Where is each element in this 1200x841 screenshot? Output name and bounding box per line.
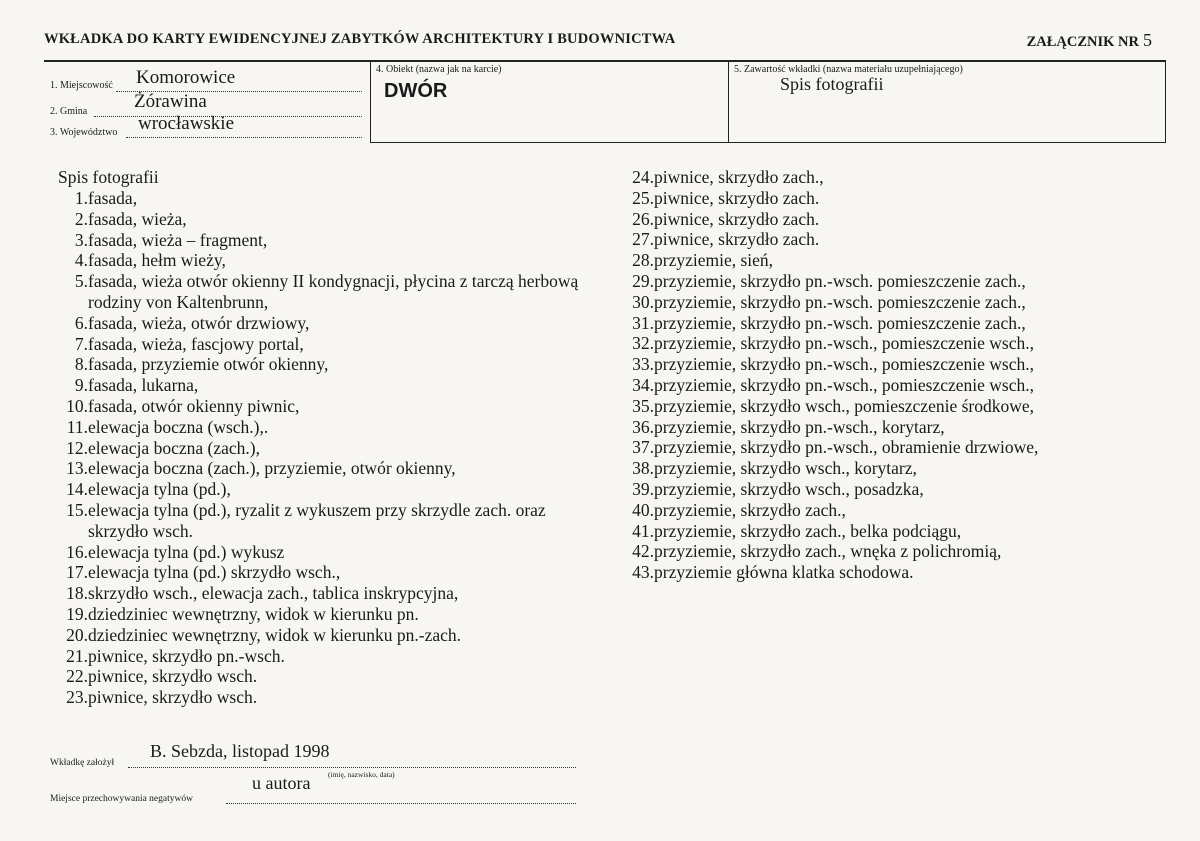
photo-number: 34. [632,374,654,395]
zalozyl-label: Wkładkę założył [50,758,115,768]
form-divider-1 [370,61,371,143]
photo-description: piwnice, skrzydło wsch. [88,666,258,687]
photo-list-item [620,209,1180,230]
gmina-label: 2. Gmina [50,106,88,117]
miejsce-line [226,803,576,804]
photo-number: 38. [632,458,654,479]
photo-number: 1. [74,188,88,208]
form-title: WKŁADKA DO KARTY EWIDENCYJNEJ ZABYTKÓW ARCHITEKTURY I BUDOWNICTWA [44,31,676,47]
zawartosc-label: 5. Zawartość wkładki (nazwa materiału uzupełniającego) [734,64,963,75]
photo-number: 27. [632,229,654,250]
annex-number-value: 5 [1143,30,1152,50]
photo-description: fasada, wieża otwór okienny II kondygnacji, płycina z tarczą herbową rodziny von Kaltenbrunn, [88,271,579,312]
photo-list-item [58,188,618,209]
photo-list-item [620,188,1180,209]
photo-number: 28. [632,250,654,271]
photo-description: elewacja boczna (zach.), [88,437,260,458]
photo-number: 26. [632,208,654,229]
photo-list-item [58,687,618,708]
miejsce-label: Miejsce przechowywania negatywów [50,794,193,804]
photo-number: 40. [632,499,654,520]
photo-description: fasada, wieża, [88,208,187,229]
photo-number: 41. [632,520,654,541]
photo-list-item [620,313,1180,334]
photo-list-item [58,438,618,459]
photo-description: przyziemie, skrzydło pn.-wsch., obramienie drzwiowe, [654,437,1039,458]
photo-list-item [620,354,1180,375]
photo-list-item [58,354,618,375]
photo-list-item [58,625,618,646]
photo-description: fasada, otwór okienny piwnic, [88,395,300,416]
zalozyl-line [128,767,576,768]
photo-description: przyziemie, skrzydło pn.-wsch., pomieszczenie wsch., [654,333,1035,354]
photo-number: 39. [632,478,654,499]
photo-list-item [58,479,618,500]
photo-number: 29. [632,270,654,291]
photo-description: przyziemie, skrzydło pn.-wsch. pomieszczenie zach., [654,312,1026,333]
photo-number: 42. [632,541,654,562]
photo-number: 19. [66,603,88,624]
photo-number: 8. [74,354,88,375]
obiekt-label: 4. Obiekt (nazwa jak na karcie) [376,64,502,75]
photo-list-item [58,417,618,438]
photo-description: fasada, lukarna, [88,375,199,396]
photo-description: przyziemie, skrzydło wsch., korytarz, [654,458,917,479]
photo-number: 23. [66,687,88,708]
photo-number: 17. [66,562,88,583]
photo-description: piwnice, skrzydło zach., [654,167,824,187]
photo-number: 9. [74,375,88,396]
photo-description: przyziemie, skrzydło pn.-wsch. pomieszczenie zach., [654,291,1026,312]
photo-number: 6. [74,312,88,333]
wojewodztwo-value: wrocławskie [138,113,235,134]
photo-list-right [620,167,1180,583]
photo-description: elewacja tylna (pd.), [88,479,231,500]
photo-number: 15. [66,499,88,520]
photo-list-item [620,229,1180,250]
photo-description: elewacja boczna (zach.), przyziemie, otwór okienny, [88,458,456,479]
photo-number: 4. [74,250,88,271]
photo-description: skrzydło wsch., elewacja zach., tablica inskrypcyjna, [88,583,459,604]
photo-list-item [620,562,1180,583]
photo-list-item [58,375,618,396]
wojewodztwo-label: 3. Województwo [50,127,118,138]
photo-number: 21. [66,645,88,666]
photo-description: przyziemie, skrzydło pn.-wsch. pomieszczenie zach., [654,270,1026,291]
photo-number: 3. [74,229,88,250]
form-bottom-rule [370,142,1166,143]
photo-description: piwnice, skrzydło pn.-wsch. [88,645,285,666]
photo-description: przyziemie, skrzydło zach., [654,499,846,520]
form-right-edge [1165,61,1166,143]
photo-list-item [620,458,1180,479]
photo-list-item [620,292,1180,313]
photo-list-item [620,250,1180,271]
photo-number: 33. [632,354,654,375]
photo-list-item [58,666,618,687]
zalozyl-hint: (imię, nazwisko, data) [328,770,395,779]
photo-number: 14. [66,479,88,500]
obiekt-value: DWÓR [384,80,448,102]
photo-description: przyziemie główna klatka schodowa. [654,562,914,583]
photo-number: 2. [74,208,88,229]
photo-list-item [58,458,618,479]
miejscowosc-label: 1. Miejscowość [50,80,113,91]
photo-description: piwnice, skrzydło zach. [654,208,820,229]
zalozyl-value: B. Sebzda, listopad 1998 [150,741,330,761]
photo-number: 35. [632,395,654,416]
photo-description: dziedziniec wewnętrzny, widok w kierunku pn.-zach. [88,624,462,645]
photo-list-item [58,271,618,313]
photo-list-item [58,396,618,417]
photo-description: przyziemie, skrzydło zach., wnęka z polichromią, [654,541,1002,562]
photo-description: fasada, [88,188,138,208]
photo-number: 10. [66,395,88,416]
photo-list-item [58,583,618,604]
form-divider-2 [728,61,729,143]
photo-list-item [58,230,618,251]
photo-number: 25. [632,187,654,208]
wojewodztwo-line [126,137,362,138]
miejscowosc-value: Komorowice [136,67,236,88]
photo-description: dziedziniec wewnętrzny, widok w kierunku pn. [88,603,419,624]
photo-description: fasada, hełm wieży, [88,250,226,271]
photo-number: 16. [66,541,88,562]
photo-number: 37. [632,437,654,458]
photo-number: 30. [632,291,654,312]
photo-description: przyziemie, skrzydło pn.-wsch., pomieszczenie wsch., [654,374,1035,395]
photo-list-item [620,521,1180,542]
photo-list-item [620,333,1180,354]
photo-number: 24. [632,167,654,187]
photo-list-item [620,437,1180,458]
miejsce-value: u autora [252,773,311,793]
annex-number [1027,30,1152,51]
gmina-value: Żórawina [134,91,207,112]
photo-description: elewacja tylna (pd.) wykusz [88,541,285,562]
photo-description: piwnice, skrzydło wsch. [88,687,258,708]
photo-description: przyziemie, sień, [654,250,774,271]
photo-list-item [58,313,618,334]
photo-list-item [620,479,1180,500]
photo-number: 36. [632,416,654,437]
photo-description: fasada, przyziemie otwór okienny, [88,354,329,375]
photo-list-item [620,541,1180,562]
photo-list-item [620,167,1180,188]
photo-number: 22. [66,666,88,687]
photo-number: 11. [66,416,88,437]
photo-number: 20. [66,624,88,645]
photo-description: piwnice, skrzydło zach. [654,229,820,250]
photo-list-item [620,271,1180,292]
photo-list-item [58,562,618,583]
zawartosc-value: Spis fotografii [780,74,884,94]
photo-number: 7. [74,333,88,354]
photo-list-item [620,500,1180,521]
photo-list-item [620,396,1180,417]
photo-list-left [58,188,618,708]
list-title: Spis fotografii [58,167,159,187]
photo-list-item [58,646,618,667]
form-top-rule [44,60,1166,62]
photo-number: 13. [66,458,88,479]
photo-description: elewacja tylna (pd.) skrzydło wsch., [88,562,341,583]
photo-description: elewacja tylna (pd.), ryzalit z wykuszem przy skrzydle zach. oraz skrzydło wsch. [88,499,546,541]
photo-list-item [58,604,618,625]
photo-list-item [58,500,618,542]
photo-description: piwnice, skrzydło zach. [654,187,820,208]
photo-number: 31. [632,312,654,333]
photo-number: 32. [632,333,654,354]
photo-description: przyziemie, skrzydło wsch., pomieszczenie środkowe, [654,395,1035,416]
photo-number: 12. [66,437,88,458]
photo-number: 43. [632,562,654,583]
photo-list-item [620,375,1180,396]
photo-description: fasada, wieża, otwór drzwiowy, [88,312,310,333]
photo-list-item [58,250,618,271]
photo-list-item [620,417,1180,438]
annex-label: ZAŁĄCZNIK NR [1026,34,1139,50]
photo-description: fasada, wieża – fragment, [88,229,268,250]
photo-list-item [58,334,618,355]
photo-number: 18. [66,583,88,604]
photo-description: elewacja boczna (wsch.),. [88,416,269,437]
photo-description: fasada, wieża, fascjowy portal, [88,333,304,354]
photo-description: przyziemie, skrzydło zach., belka podciągu, [654,520,962,541]
photo-number: 5. [74,271,88,292]
photo-description: przyziemie, skrzydło pn.-wsch., korytarz, [654,416,945,437]
photo-description: przyziemie, skrzydło pn.-wsch., pomieszczenie wsch., [654,354,1035,375]
photo-list-item [58,542,618,563]
photo-description: przyziemie, skrzydło wsch., posadzka, [654,478,924,499]
photo-list-item [58,209,618,230]
